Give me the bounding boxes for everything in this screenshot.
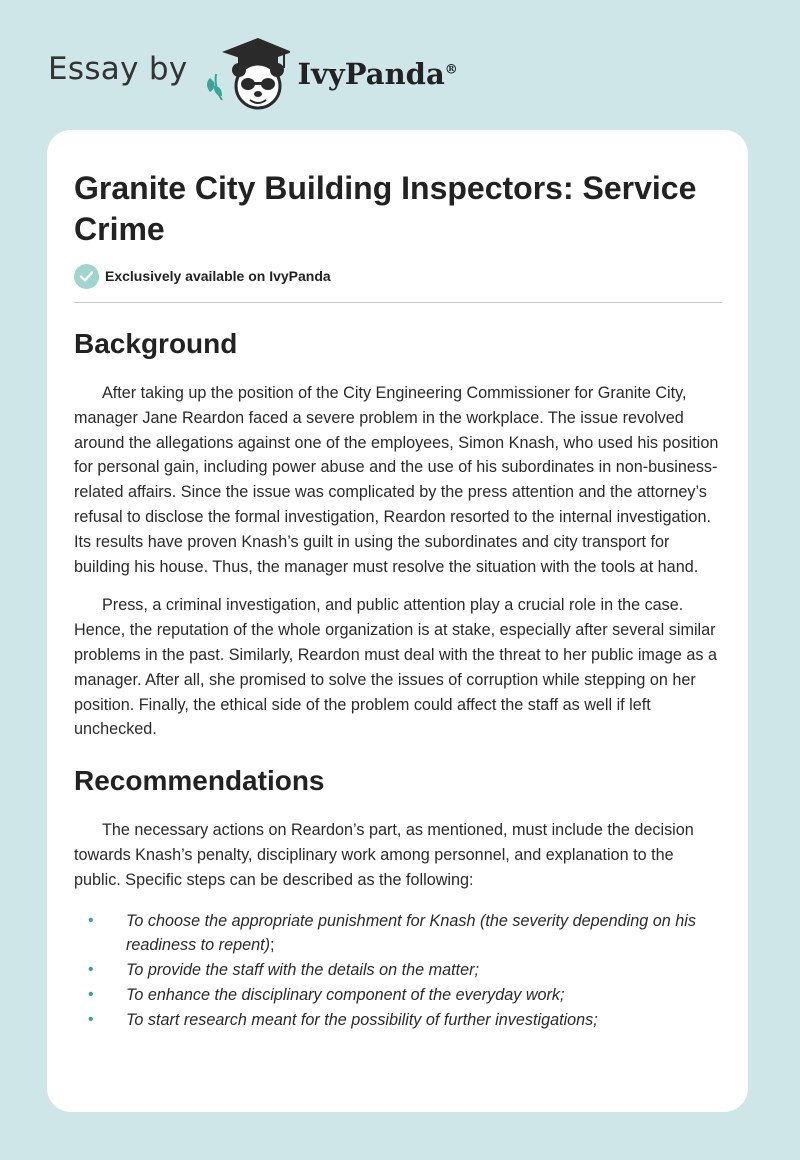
list-item: • To choose the appropriate punishment for Knash (the severity depending on his readiness to repent); <box>74 909 722 959</box>
exclusive-badge <box>74 262 722 290</box>
section-heading-background: Background <box>74 328 238 359</box>
ivypanda-logo[interactable] <box>202 34 458 110</box>
bullet-icon: • <box>88 911 94 929</box>
divider <box>74 302 722 303</box>
list-item: • To start research meant for the possibility of further investigations; <box>74 1008 722 1033</box>
essay-by-label: Essay by <box>48 51 188 87</box>
registered-mark: ® <box>444 62 458 78</box>
bullet-icon: • <box>88 1010 94 1028</box>
paragraph: Press, a criminal investigation, and public attention play a crucial role in the case. Hence, the reputation of the whole organization is at stake, especially after several similar problems in the past. Similarly, Reardon must deal with the threat to her public image as a manager. After all, she promised to solve the issues of corruption while stepping on her position. Finally, the ethical side of the problem could affect the staff as well if left unchecked. <box>74 596 718 739</box>
essay-card <box>47 130 748 1112</box>
section-heading-recommendations: Recommendations <box>74 765 325 797</box>
check-icon <box>74 264 99 289</box>
recommendation-list <box>74 909 722 1033</box>
list-item: • To provide the staff with the details on the matter; <box>74 958 722 983</box>
list-item: • To enhance the disciplinary component of the everyday work; <box>74 983 722 1008</box>
paragraph: After taking up the position of the City Engineering Commissioner for Granite City, manager Jane Reardon faced a severe problem in the workplace. The issue revolved around the allegations against one of the employees, Simon Knash, who used his position for personal gain, including power abuse and the use of his subordinates in non-business-related affairs. Since the issue was complicated by the press attention and the attorney’s refusal to disclose the formal investigation, Reardon resorted to the internal investigation. Its results have proven Knash’s guilt in using the subordinates and city transport for building his house. Thus, the manager must resolve the situation with the tools at hand. <box>74 384 719 576</box>
paragraph: The necessary actions on Reardon’s part, as mentioned, must include the decision towards Knash’s penalty, disciplinary work among personnel, and explanation to the public. Specific steps can be described as the following: <box>74 821 694 889</box>
panda-graduate-icon <box>202 34 290 110</box>
bullet-icon: • <box>88 961 94 979</box>
page-title: Granite City Building Inspectors: Service Crime <box>74 170 697 247</box>
exclusive-label: Exclusively available on IvyPanda <box>105 268 331 284</box>
bullet-icon: • <box>88 985 94 1003</box>
brand-name: IvyPanda® <box>297 57 458 91</box>
site-header <box>48 32 458 112</box>
